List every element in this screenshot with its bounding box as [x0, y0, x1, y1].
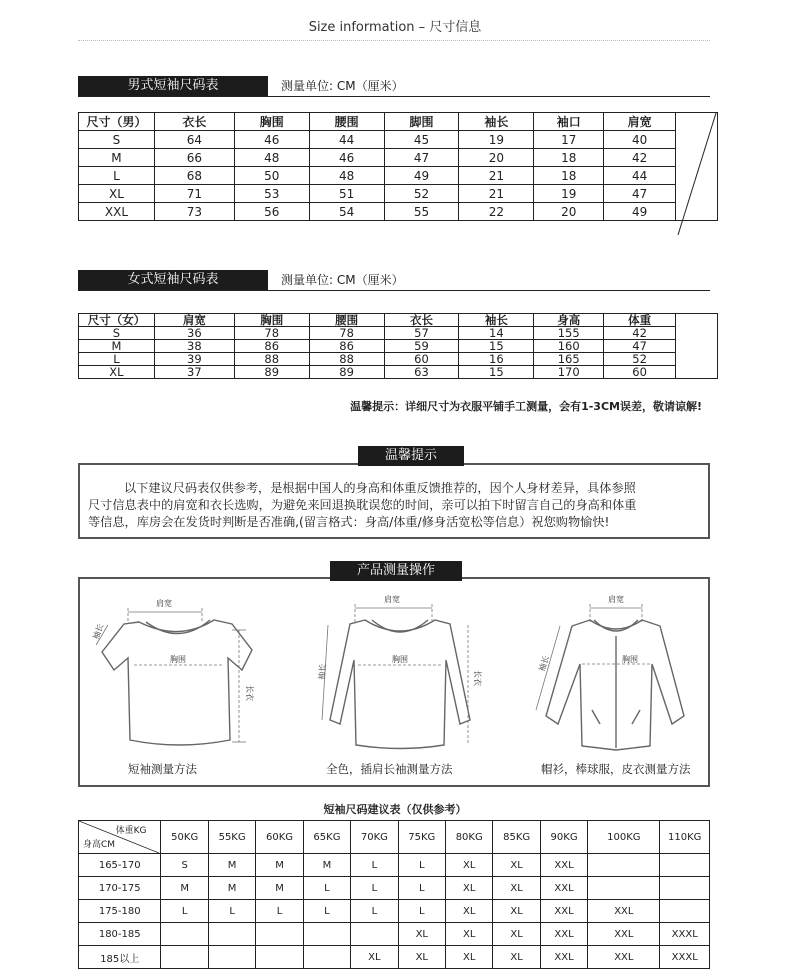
- table-cell: 54: [309, 203, 384, 221]
- table-cell: XL: [79, 185, 155, 203]
- table-row: [79, 167, 718, 185]
- table-cell: 37: [154, 366, 234, 379]
- table-cell: 42: [604, 327, 676, 340]
- female-size-table: [78, 313, 718, 379]
- table-cell: 88: [234, 353, 309, 366]
- table-cell: [256, 923, 303, 946]
- table-row: [79, 149, 718, 167]
- height-cell: 165-170: [79, 854, 161, 877]
- table-cell: XL: [493, 900, 540, 923]
- table-cell: 50: [234, 167, 309, 185]
- table-cell: 21: [459, 185, 534, 203]
- table-cell: 66: [154, 149, 234, 167]
- weight-header: 90KG: [540, 821, 587, 854]
- header-cell: 腰围: [309, 113, 384, 131]
- table-cell: L: [398, 854, 445, 877]
- table-cell: 73: [154, 203, 234, 221]
- table-row: [79, 327, 718, 340]
- table-row: [79, 353, 718, 366]
- table-cell: 45: [384, 131, 459, 149]
- length-label: 长衣: [245, 685, 254, 701]
- table-row: [79, 340, 718, 353]
- table-cell: XL: [493, 946, 540, 969]
- header-cell: 袖长: [459, 314, 534, 327]
- table-cell: XXL: [588, 900, 660, 923]
- recommend-table: [78, 820, 710, 969]
- table-cell: L: [79, 353, 155, 366]
- table-cell: M: [161, 877, 208, 900]
- header-cell: 胸围: [234, 113, 309, 131]
- female-unit: 测量单位: CM（厘米）: [281, 273, 404, 287]
- table-cell: 47: [604, 340, 676, 353]
- table-cell: 59: [384, 340, 459, 353]
- table-cell: 52: [604, 353, 676, 366]
- table-cell: L: [351, 877, 398, 900]
- table-cell: L: [161, 900, 208, 923]
- table-cell: XL: [446, 900, 493, 923]
- table-cell: [588, 877, 660, 900]
- weight-header: 75KG: [398, 821, 445, 854]
- male-section-label: 男式短袖尺码表: [78, 76, 268, 96]
- table-cell: XL: [493, 877, 540, 900]
- table-cell: XXL: [79, 203, 155, 221]
- caption-short-sleeve: 短袖测量方法: [128, 762, 197, 776]
- tips-line: 等信息，库房会在发货时判断是否准确,(留言格式：身高/体重/修身活宽松等信息）祝您购物愉快!: [88, 515, 610, 529]
- table-cell: 160: [534, 340, 604, 353]
- table-cell: 47: [604, 185, 676, 203]
- table-cell: XXXL: [660, 946, 710, 969]
- table-row: [79, 923, 710, 946]
- tips-text: [88, 480, 702, 531]
- table-row: [79, 900, 710, 923]
- table-cell: XXL: [588, 923, 660, 946]
- table-cell: 20: [534, 203, 604, 221]
- tips-title: 温馨提示: [358, 446, 464, 466]
- table-cell: [208, 923, 255, 946]
- jacket-diagram: [520, 590, 710, 760]
- table-cell: XXXL: [660, 923, 710, 946]
- weight-header: 50KG: [161, 821, 208, 854]
- table-cell: 53: [234, 185, 309, 203]
- corner-cell: [79, 821, 161, 854]
- header-cell: 脚围: [384, 113, 459, 131]
- table-cell: L: [208, 900, 255, 923]
- table-cell: 46: [234, 131, 309, 149]
- male-unit: 测量单位: CM（厘米）: [281, 79, 404, 93]
- table-cell: [303, 923, 350, 946]
- weight-header: 60KG: [256, 821, 303, 854]
- table-cell: 88: [309, 353, 384, 366]
- table-cell: 46: [309, 149, 384, 167]
- table-row: [79, 366, 718, 379]
- table-cell: XXL: [540, 923, 587, 946]
- table-cell: [660, 900, 710, 923]
- diagonal-line: [676, 113, 718, 235]
- page-title: Size information – 尺寸信息: [308, 20, 482, 35]
- height-cell: 170-175: [79, 877, 161, 900]
- table-cell: 14: [459, 327, 534, 340]
- table-row: [79, 877, 710, 900]
- table-cell: S: [161, 854, 208, 877]
- table-cell: [161, 946, 208, 969]
- table-cell: M: [79, 149, 155, 167]
- table-cell: 39: [154, 353, 234, 366]
- table-cell: 19: [459, 131, 534, 149]
- table-cell: XXL: [540, 877, 587, 900]
- table-cell: [351, 923, 398, 946]
- table-cell: 170: [534, 366, 604, 379]
- height-cell: 185以上: [79, 946, 161, 969]
- table-cell: 57: [384, 327, 459, 340]
- length-label: 长衣: [473, 670, 482, 686]
- table-cell: L: [398, 900, 445, 923]
- table-cell: 21: [459, 167, 534, 185]
- weight-header: 85KG: [493, 821, 540, 854]
- table-cell: XL: [446, 854, 493, 877]
- header-cell: 袖长: [459, 113, 534, 131]
- table-cell: 78: [309, 327, 384, 340]
- chest-label: 胸围: [392, 655, 408, 664]
- blank-cell: [676, 314, 718, 379]
- table-cell: 89: [309, 366, 384, 379]
- chest-label: 胸围: [622, 655, 638, 664]
- table-cell: M: [208, 877, 255, 900]
- table-cell: 64: [154, 131, 234, 149]
- table-cell: L: [303, 877, 350, 900]
- table-cell: 68: [154, 167, 234, 185]
- weight-header: 110KG: [660, 821, 710, 854]
- table-cell: M: [79, 340, 155, 353]
- header-cell: 肩宽: [154, 314, 234, 327]
- table-cell: S: [79, 131, 155, 149]
- male-size-table: [78, 112, 718, 221]
- tshirt-diagram: [84, 590, 274, 760]
- table-cell: 18: [534, 167, 604, 185]
- table-row: [79, 131, 718, 149]
- table-cell: 71: [154, 185, 234, 203]
- header-cell: 衣长: [154, 113, 234, 131]
- table-cell: 42: [604, 149, 676, 167]
- table-cell: M: [208, 854, 255, 877]
- table-row: [79, 203, 718, 221]
- height-cell: 175-180: [79, 900, 161, 923]
- table-cell: 63: [384, 366, 459, 379]
- measurement-note: 温馨提示：详细尺寸为衣服平铺手工测量，会有1-3CM误差，敬请谅解!: [350, 400, 702, 413]
- header-cell: 腰围: [309, 314, 384, 327]
- table-cell: 38: [154, 340, 234, 353]
- male-section-bar: [78, 76, 710, 97]
- table-cell: 44: [309, 131, 384, 149]
- table-cell: 18: [534, 149, 604, 167]
- table-header-row: [79, 314, 718, 327]
- table-cell: 78: [234, 327, 309, 340]
- table-cell: XL: [446, 877, 493, 900]
- table-cell: [161, 923, 208, 946]
- table-cell: XXL: [588, 946, 660, 969]
- recommend-title: 短袖尺码建议表（仅供参考）: [323, 803, 467, 816]
- table-cell: XL: [446, 946, 493, 969]
- sleeve-label: 袖长: [537, 654, 551, 673]
- measurement-title: 产品测量操作: [330, 561, 462, 581]
- table-cell: [660, 877, 710, 900]
- header-cell: 尺寸（男）: [79, 113, 155, 131]
- table-cell: 47: [384, 149, 459, 167]
- long-sleeve-diagram: [300, 590, 500, 760]
- weight-header: 80KG: [446, 821, 493, 854]
- table-cell: 165: [534, 353, 604, 366]
- table-cell: 40: [604, 131, 676, 149]
- weight-header: 100KG: [588, 821, 660, 854]
- table-cell: 15: [459, 340, 534, 353]
- table-cell: 44: [604, 167, 676, 185]
- header-cell: 肩宽: [604, 113, 676, 131]
- height-cell: 180-185: [79, 923, 161, 946]
- table-cell: 49: [604, 203, 676, 221]
- table-cell: XXL: [540, 854, 587, 877]
- weight-label: 体重KG: [115, 826, 147, 836]
- table-cell: 19: [534, 185, 604, 203]
- blank-diagonal-cell: [676, 113, 718, 221]
- table-cell: 49: [384, 167, 459, 185]
- table-cell: 17: [534, 131, 604, 149]
- table-cell: 51: [309, 185, 384, 203]
- title-divider: [78, 40, 710, 41]
- table-cell: 15: [459, 366, 534, 379]
- female-section-bar: [78, 270, 710, 291]
- table-cell: 16: [459, 353, 534, 366]
- header-cell: 体重: [604, 314, 676, 327]
- table-cell: [208, 946, 255, 969]
- header-cell: 身高: [534, 314, 604, 327]
- table-cell: XL: [493, 854, 540, 877]
- tips-line: 尺寸信息表中的肩宽和衣长选购，为避免来回退换耽误您的时间，亲可以拍下时留言自己的身高和体重: [88, 498, 637, 512]
- shoulder-label: 肩宽: [608, 595, 624, 604]
- header-cell: 尺寸（女）: [79, 314, 155, 327]
- table-cell: 20: [459, 149, 534, 167]
- table-cell: M: [256, 877, 303, 900]
- weight-header: 65KG: [303, 821, 350, 854]
- table-cell: S: [79, 327, 155, 340]
- table-cell: XXL: [540, 946, 587, 969]
- tips-line: 以下建议尺码表仅供参考，是根据中国人的身高和体重反馈推荐的，因个人身材差异，具体参照: [124, 481, 636, 495]
- caption-long-sleeve: 全色，插肩长袖测量方法: [326, 762, 453, 776]
- table-header-row: [79, 821, 710, 854]
- female-section-label: 女式短袖尺码表: [78, 270, 268, 290]
- shoulder-label: 肩宽: [384, 595, 400, 604]
- table-cell: 55: [384, 203, 459, 221]
- table-cell: 48: [309, 167, 384, 185]
- header-cell: 衣长: [384, 314, 459, 327]
- table-cell: 22: [459, 203, 534, 221]
- table-cell: 56: [234, 203, 309, 221]
- table-cell: XL: [398, 946, 445, 969]
- shoulder-label: 肩宽: [156, 599, 172, 608]
- table-cell: XL: [398, 923, 445, 946]
- height-label: 身高CM: [83, 840, 116, 850]
- table-cell: XL: [446, 923, 493, 946]
- table-cell: L: [351, 900, 398, 923]
- table-cell: L: [303, 900, 350, 923]
- table-cell: L: [79, 167, 155, 185]
- table-row: [79, 854, 710, 877]
- table-cell: 60: [384, 353, 459, 366]
- table-cell: 86: [309, 340, 384, 353]
- table-cell: 155: [534, 327, 604, 340]
- table-cell: [256, 946, 303, 969]
- table-cell: XXL: [540, 900, 587, 923]
- weight-header: 70KG: [351, 821, 398, 854]
- chest-label: 胸围: [170, 655, 186, 664]
- table-cell: 52: [384, 185, 459, 203]
- weight-header: 55KG: [208, 821, 255, 854]
- table-cell: L: [398, 877, 445, 900]
- table-cell: [303, 946, 350, 969]
- table-cell: 86: [234, 340, 309, 353]
- table-cell: XL: [79, 366, 155, 379]
- table-cell: 60: [604, 366, 676, 379]
- caption-jacket: 帽衫，棒球服，皮衣测量方法: [541, 762, 691, 776]
- table-row: [79, 185, 718, 203]
- sleeve-label: 袖长: [91, 622, 106, 641]
- table-cell: XL: [493, 923, 540, 946]
- table-cell: 36: [154, 327, 234, 340]
- header-cell: 袖口: [534, 113, 604, 131]
- table-cell: L: [351, 854, 398, 877]
- sleeve-label: 袖长: [317, 663, 328, 681]
- table-cell: 89: [234, 366, 309, 379]
- table-cell: [660, 854, 710, 877]
- table-cell: M: [303, 854, 350, 877]
- table-header-row: [79, 113, 718, 131]
- table-cell: XL: [351, 946, 398, 969]
- table-row: [79, 946, 710, 969]
- table-cell: [588, 854, 660, 877]
- table-cell: M: [256, 854, 303, 877]
- table-cell: L: [256, 900, 303, 923]
- header-cell: 胸围: [234, 314, 309, 327]
- table-cell: 48: [234, 149, 309, 167]
